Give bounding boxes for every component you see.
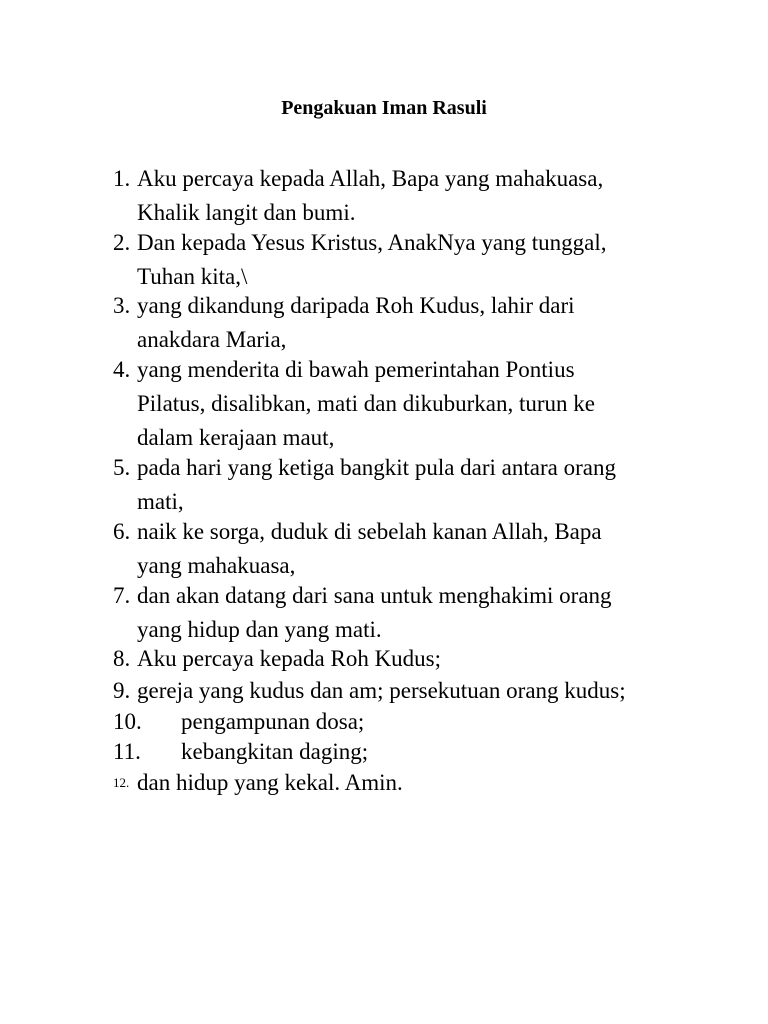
item-line: Aku percaya kepada Allah, Bapa yang mahakuasa, <box>137 166 604 191</box>
item-number: 6. <box>113 519 131 544</box>
item-number: 12. <box>113 775 130 790</box>
item-number: 9. <box>113 678 131 703</box>
item-line: Dan kepada Yesus Kristus, AnakNya yang tunggal, <box>137 230 607 255</box>
item-line: Pilatus, disalibkan, mati dan dikuburkan, turun ke <box>137 391 596 416</box>
item-number: 3. <box>113 293 131 318</box>
item-line: yang hidup dan yang mati. <box>137 617 382 642</box>
item-line: kebangkitan daging; <box>181 739 369 764</box>
item-number: 1. <box>113 166 131 191</box>
item-line: pengampunan dosa; <box>181 709 365 734</box>
item-line: pada hari yang ketiga bangkit pula dari antara orang <box>137 455 616 480</box>
item-line: naik ke sorga, duduk di sebelah kanan Allah, Bapa <box>137 519 602 544</box>
item-line: yang mahakuasa, <box>137 553 296 578</box>
item-number: 5. <box>113 455 131 480</box>
item-number: 11. <box>113 739 141 764</box>
item-line: gereja yang kudus dan am; persekutuan orang kudus; <box>137 678 626 703</box>
item-number: 7. <box>113 583 131 608</box>
item-number: 4. <box>113 357 131 382</box>
item-number: 8. <box>113 646 131 671</box>
item-line: mati, <box>137 489 184 514</box>
item-line: yang dikandung daripada Roh Kudus, lahir dari <box>137 293 575 318</box>
document-title: Pengakuan Iman Rasuli <box>281 97 487 119</box>
item-number: 2. <box>113 230 131 255</box>
item-number: 10. <box>113 709 142 734</box>
item-line: dalam kerajaan maut, <box>137 425 335 450</box>
item-line: anakdara Maria, <box>137 327 287 352</box>
item-line: dan hidup yang kekal. Amin. <box>137 770 403 795</box>
item-line: Aku percaya kepada Roh Kudus; <box>137 646 442 671</box>
item-line: Tuhan kita,\ <box>137 264 248 289</box>
item-line: Khalik langit dan bumi. <box>137 200 356 225</box>
item-line: dan akan datang dari sana untuk menghakimi orang <box>137 583 612 608</box>
item-line: yang menderita di bawah pemerintahan Pontius <box>137 357 575 382</box>
